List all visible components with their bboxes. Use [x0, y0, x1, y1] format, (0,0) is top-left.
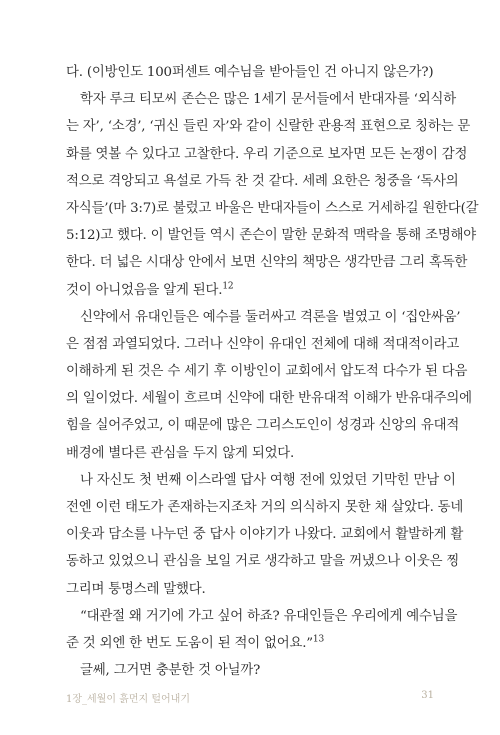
footnote-reference: 12: [222, 281, 234, 292]
text-line: [66, 576, 434, 603]
text-line-content: 이해하게 된 것은 수 세기 후 이방인이 교회에서 압도적 다수가 된 다음: [66, 364, 468, 380]
text-line: [66, 467, 456, 494]
text-line: [66, 222, 477, 249]
text-line: [66, 603, 458, 630]
text-line: [66, 304, 461, 331]
text-line-content: 전엔 이런 태도가 존재하는지조차 거의 의식하지 못한 채 살았다. 동네: [66, 500, 464, 515]
text-line: [66, 358, 468, 385]
text-line: [66, 440, 434, 467]
text-line: [66, 385, 472, 412]
text-line: [66, 331, 460, 358]
text-line-content: 는 자’, ‘소경’, ‘귀신 들린 자’와 같이 신랄한 관용적 표현으로 칭하는 문: [66, 119, 471, 135]
text-line: [66, 412, 460, 439]
text-line-content: 자식들’(마 3:7)로 불렀고 바울은 반대자들이 스스로 거세하길 원한다(갈: [66, 200, 479, 216]
text-line-content: 은 점점 과열되었다. 그러나 신약이 유대인 전체에 대해 적대적이라고: [66, 336, 460, 352]
text-line-content: 그리며 퉁명스레 말했다.: [66, 581, 206, 597]
text-line-content: 준 것 외엔 한 번도 도움이 된 적이 없어요.”: [66, 635, 313, 651]
text-line-content: 것이 아니었음을 알게 된다.: [66, 282, 223, 298]
text-line: [66, 494, 464, 521]
text-line-content: 힘을 실어주었고, 이 때문에 많은 그리스도인이 성경과 신앙의 유대적: [66, 418, 460, 434]
text-line-content: 나 자신도 첫 번째 이스라엘 답사 여행 전에 있었던 기막힌 만남 이: [80, 472, 456, 488]
text-line-content: 한다. 더 넓은 시대상 안에서 보면 신약의 책망은 생각만큼 그리 혹독한: [66, 255, 468, 271]
text-line-content: 적으로 격앙되고 욕설로 가득 찬 것 같다. 세례 요한은 청중을 ‘독사의: [66, 173, 459, 189]
text-line: [66, 521, 464, 548]
text-line-content: 글쎄, 그거면 충분한 것 아닐까?: [80, 663, 261, 679]
running-footer-chapter: 1장_세월이 흙먼지 털어내기: [66, 694, 190, 705]
text-line: [66, 59, 434, 86]
text-line-content: “대관절 왜 거기에 가고 싶어 하죠? 유대인들은 우리에게 예수님을: [80, 608, 458, 624]
page-number: 31: [421, 690, 434, 701]
text-line: [66, 141, 468, 168]
footnote-reference: 13: [312, 634, 324, 645]
text-line: [66, 657, 434, 684]
text-line-content: 의 일이었다. 세월이 흐르며 신약에 대한 반유대적 이해가 반유대주의에: [66, 391, 472, 407]
text-line-content: 5:12)고 했다. 이 발언들 역시 존슨이 말한 문화적 맥락을 통해 조명해야: [66, 228, 477, 244]
text-line-content: 학자 루크 티모씨 존슨은 많은 1세기 문서들에서 반대자를 ‘외식하: [80, 92, 456, 108]
text-line-content: 동하고 있었으니 관심을 보일 거로 생각하고 말을 꺼냈으나 이웃은 찡: [66, 554, 460, 570]
text-line: [66, 113, 471, 140]
text-line-content: 다. (이방인도 100퍼센트 예수님을 받아들인 건 아니지 않은가?): [66, 65, 434, 80]
text-line-content: 신약에서 유대인들은 예수를 둘러싸고 격론을 벌였고 이 ‘집안싸움’: [80, 309, 461, 325]
text-line-content: 이웃과 담소를 나누던 중 답사 이야기가 나왔다. 교회에서 활발하게 활: [66, 527, 464, 543]
text-line: [66, 195, 479, 222]
body-text: [66, 59, 479, 684]
text-line: [66, 168, 459, 195]
text-line: [66, 548, 460, 575]
text-line: [66, 86, 456, 113]
text-line-content: 화를 엿볼 수 있다고 고찰한다. 우리 기준으로 보자면 모든 논쟁이 감정: [66, 146, 468, 162]
text-line: [66, 630, 434, 657]
text-line-content: 배경에 별다른 관심을 두지 않게 되었다.: [66, 445, 295, 461]
text-line: [66, 277, 434, 304]
text-line: [66, 249, 468, 276]
